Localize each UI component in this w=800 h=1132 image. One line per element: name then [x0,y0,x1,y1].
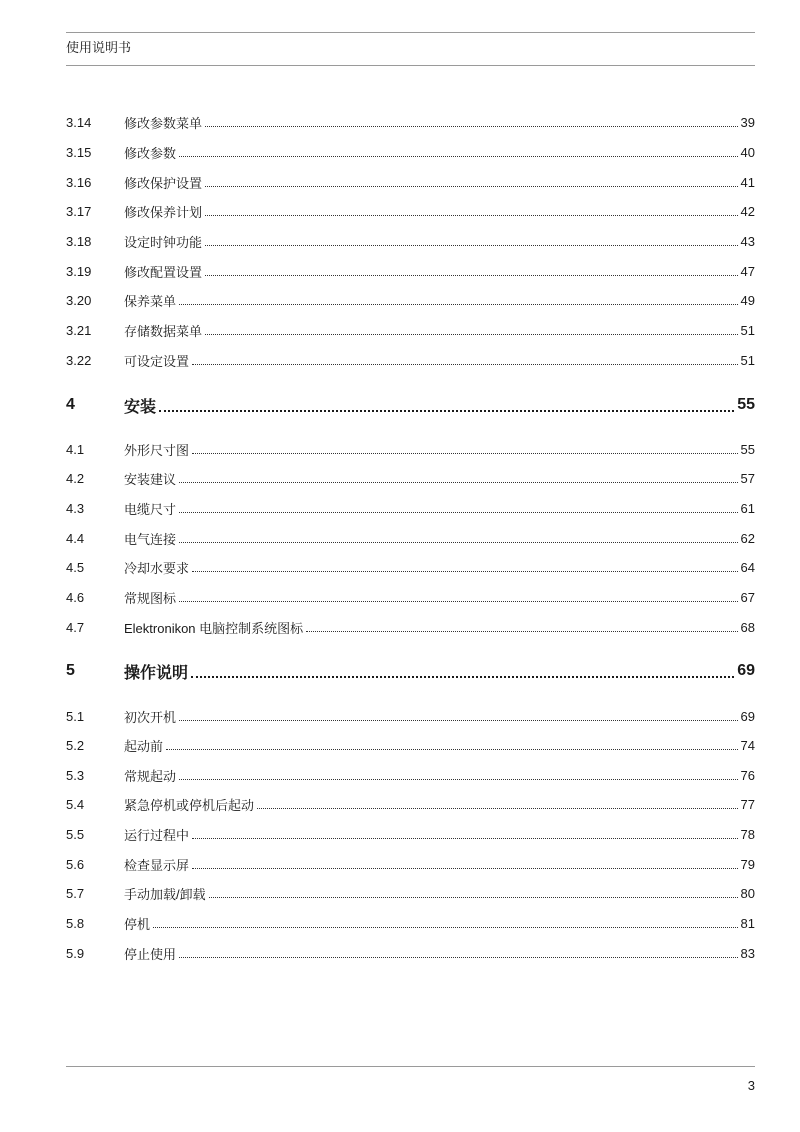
toc-entry-title: 紧急停机或停机后起动 [124,797,255,813]
toc-entry-page: 55 [740,441,755,457]
toc-entry-number: 3.22 [66,352,92,368]
page-number: 3 [747,1078,755,1093]
toc-section-entry[interactable] [66,168,755,196]
toc-entry-title: 修改保养计划 [124,204,203,220]
toc-entry-title: 检查显示屏 [124,857,190,873]
toc-dot-leader [205,244,738,246]
toc-dot-leader [179,511,738,513]
toc-entry-page: 80 [740,885,755,901]
toc-dot-leader [159,409,734,412]
toc-entry-page: 57 [740,470,755,486]
toc-entry-title: 电缆尺寸 [124,501,177,517]
toc-entry-page: 74 [740,737,755,753]
toc-section-entry[interactable] [66,820,755,848]
toc-entry-title: 外形尺寸图 [124,442,190,458]
toc-entry-page: 51 [740,322,755,338]
toc-dot-leader [257,807,738,809]
toc-entry-number: 4 [66,396,75,413]
toc-entry-title: 保养菜单 [124,293,177,309]
toc-entry-number: 4.6 [66,589,85,605]
toc-entry-page: 83 [740,945,755,961]
toc-entry-page: 49 [740,292,755,308]
toc-entry-page: 62 [740,530,755,546]
toc-entry-number: 3.19 [66,263,92,279]
toc-entry-page: 69 [737,662,755,679]
toc-dot-leader [153,926,738,928]
toc-dot-leader [205,274,738,276]
toc-entry-number: 3.21 [66,322,92,338]
toc-entry-page: 64 [740,559,755,575]
toc-dot-leader [192,867,738,869]
toc-dot-leader [205,333,738,335]
toc-entry-title: 安装 [124,398,157,416]
toc-entry-page: 41 [740,174,755,190]
toc-dot-leader [179,155,738,157]
toc-entry-page: 40 [740,144,755,160]
toc-entry-number: 3.17 [66,203,92,219]
toc-entry-page: 61 [740,500,755,516]
toc-dot-leader [192,452,738,454]
toc-entry-title: 修改参数菜单 [124,115,203,131]
toc-section-entry[interactable] [66,316,755,344]
toc-entry-title: 起动前 [124,738,164,754]
toc-entry-page: 42 [740,203,755,219]
toc-entry-number: 5.3 [66,767,85,783]
toc-section-entry[interactable] [66,613,755,641]
toc-entry-title: 手动加载/卸载 [124,886,206,902]
toc-dot-leader [179,600,738,602]
toc-chapter-entry[interactable] [66,391,755,419]
toc-section-entry[interactable] [66,879,755,907]
toc-section-entry[interactable] [66,464,755,492]
toc-entry-page: 39 [740,114,755,130]
toc-section-entry[interactable] [66,346,755,374]
toc-entry-title: 停止使用 [124,946,177,962]
toc-entry-title: 修改配置设置 [124,264,203,280]
toc-entry-number: 3.18 [66,233,92,249]
toc-entry-title: 存储数据菜单 [124,323,203,339]
toc-entry-number: 5.6 [66,856,85,872]
toc-dot-leader [306,630,737,632]
toc-entry-page: 43 [740,233,755,249]
toc-entry-title: 操作说明 [124,664,189,682]
toc-entry-title: 常规图标 [124,590,177,606]
header-top-rule [66,32,755,33]
document-title: 使用说明书 [66,40,132,55]
toc-entry-number: 3.20 [66,292,92,308]
toc-section-entry[interactable] [66,494,755,522]
toc-entry-page: 77 [740,796,755,812]
toc-entry-number: 4.3 [66,500,85,516]
toc-entry-page: 76 [740,767,755,783]
toc-dot-leader [179,303,738,305]
toc-dot-leader [205,185,738,187]
toc-entry-number: 5 [66,662,75,679]
toc-entry-page: 69 [740,708,755,724]
toc-entry-title: 可设定设置 [124,353,190,369]
toc-entry-page: 47 [740,263,755,279]
toc-dot-leader [209,896,738,898]
toc-entry-number: 4.2 [66,470,85,486]
toc-entry-number: 4.5 [66,559,85,575]
toc-entry-page: 51 [740,352,755,368]
toc-dot-leader [192,570,738,572]
toc-section-entry[interactable] [66,790,755,818]
toc-section-entry[interactable] [66,761,755,789]
toc-entry-title: 修改参数 [124,145,177,161]
toc-entry-number: 3.16 [66,174,92,190]
toc-dot-leader [179,541,738,543]
toc-section-entry[interactable] [66,850,755,878]
toc-dot-leader [191,675,734,678]
toc-entry-number: 5.9 [66,945,85,961]
toc-dot-leader [179,956,738,958]
toc-entry-title: 停机 [124,916,151,932]
toc-section-entry[interactable] [66,939,755,967]
toc-entry-title: 安装建议 [124,471,177,487]
toc-entry-title: 运行过程中 [124,827,190,843]
toc-entry-title: 冷却水要求 [124,560,190,576]
toc-entry-number: 5.2 [66,737,85,753]
toc-section-entry[interactable] [66,435,755,463]
toc-entry-page: 67 [740,589,755,605]
toc-entry-number: 4.4 [66,530,85,546]
toc-dot-leader [179,719,738,721]
toc-entry-number: 5.8 [66,915,85,931]
toc-entry-title: 初次开机 [124,709,177,725]
toc-section-entry[interactable] [66,702,755,730]
toc-entry-page: 78 [740,826,755,842]
toc-entry-number: 4.1 [66,441,85,457]
toc-dot-leader [179,481,738,483]
toc-section-entry[interactable] [66,138,755,166]
toc-dot-leader [192,363,738,365]
toc-entry-number: 3.15 [66,144,92,160]
toc-entry-page: 55 [737,396,755,413]
toc-entry-number: 3.14 [66,114,92,130]
toc-dot-leader [205,125,738,127]
toc-section-entry[interactable] [66,583,755,611]
toc-entry-title: Elektronikon 电脑控制系统图标 [124,620,304,636]
toc-entry-number: 5.7 [66,885,85,901]
toc-entry-number: 5.4 [66,796,85,812]
toc-section-entry[interactable] [66,731,755,759]
toc-entry-title: 常规起动 [124,768,177,784]
toc-entry-page: 79 [740,856,755,872]
toc-section-entry[interactable] [66,257,755,285]
header-bottom-rule [66,65,755,66]
toc-entry-title: 设定时钟功能 [124,234,203,250]
toc-entry-title: 电气连接 [124,531,177,547]
toc-section-entry[interactable] [66,524,755,552]
toc-chapter-entry[interactable] [66,657,755,685]
toc-dot-leader [192,837,738,839]
toc-dot-leader [166,748,738,750]
toc-dot-leader [205,214,738,216]
toc-section-entry[interactable] [66,286,755,314]
toc-section-entry[interactable] [66,108,755,136]
footer-rule [66,1066,755,1067]
toc-entry-number: 5.5 [66,826,85,842]
toc-section-entry[interactable] [66,227,755,255]
toc-entry-number: 5.1 [66,708,85,724]
toc-entry-page: 68 [740,619,755,635]
toc-section-entry[interactable] [66,909,755,937]
toc-entry-title: 修改保护设置 [124,175,203,191]
toc-dot-leader [179,778,738,780]
toc-entry-number: 4.7 [66,619,85,635]
toc-section-entry[interactable] [66,197,755,225]
toc-section-entry[interactable] [66,553,755,581]
toc-entry-page: 81 [740,915,755,931]
